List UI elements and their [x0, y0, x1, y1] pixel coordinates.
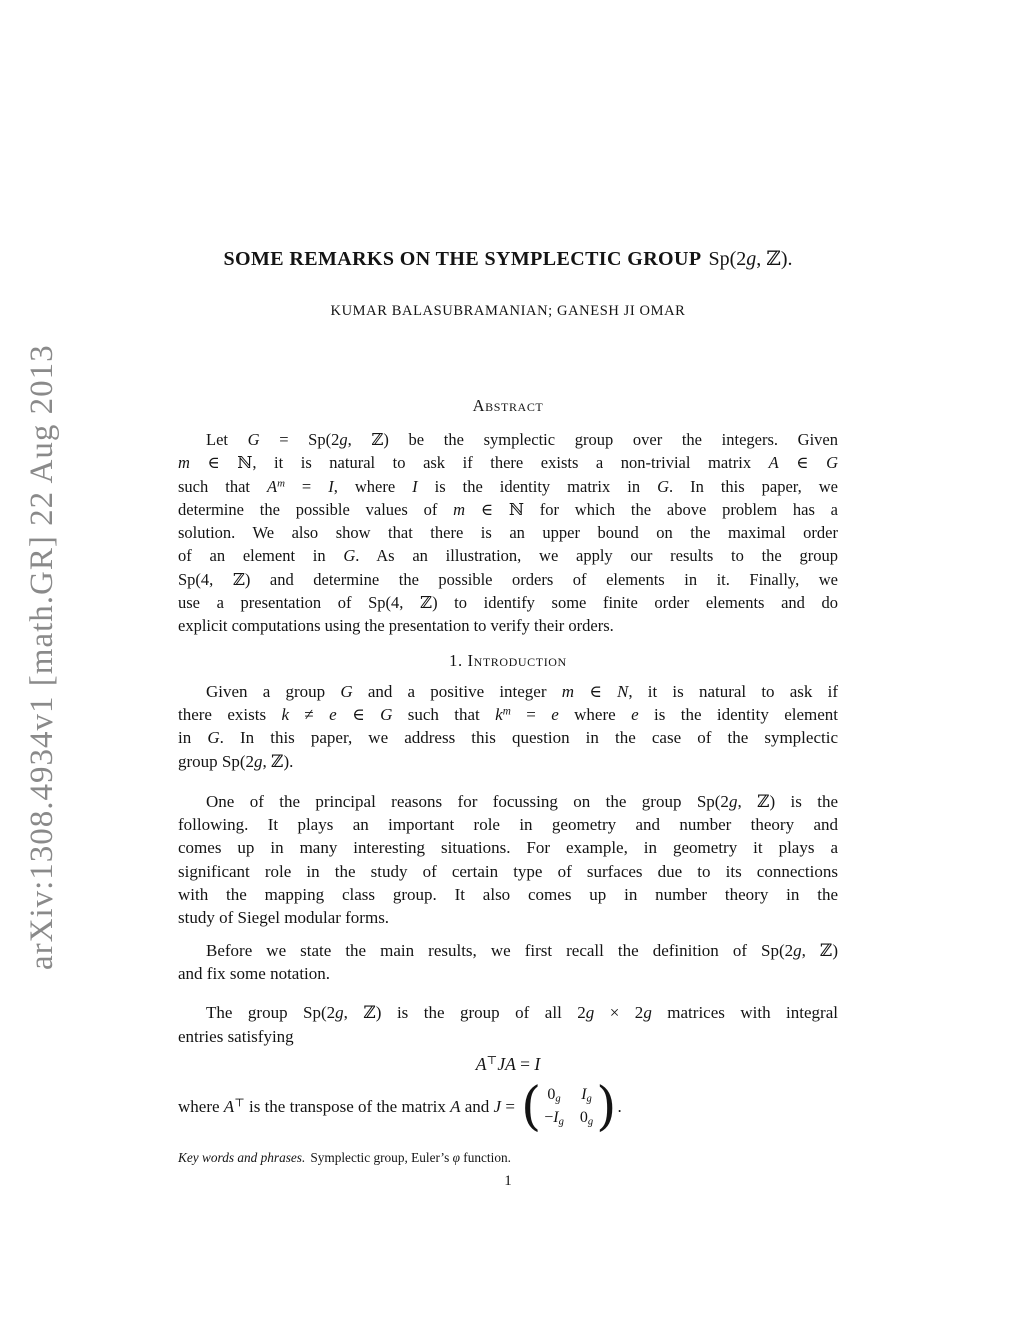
text-line: Sp(4, ℤ) and determine the possible orders of elements in it. Finally, we	[178, 569, 838, 589]
text-line: The group Sp(2g, ℤ) is the group of all 2g × 2g matrices with integral	[206, 1003, 838, 1023]
paragraph-intro-1	[178, 680, 838, 773]
text-line: m ∈ ℕ, it is natural to ask if there exists a non-trivial matrix A ∈ G	[178, 453, 839, 473]
text-line: group Sp(2g, ℤ).	[178, 751, 294, 771]
text-line: One of the principal reasons for focussing on the group Sp(2g, ℤ) is the	[206, 791, 838, 811]
matrix-grid	[544, 1084, 593, 1129]
text-line: comes up in many interesting situations. For example, in geometry it plays a	[178, 838, 838, 858]
where-clause	[178, 1078, 838, 1136]
matrix-paren-left: (	[520, 1076, 542, 1137]
text-line: such that $A^m = I$, where I is the identity matrix in G. In this paper, we	[178, 476, 838, 496]
where-clause-period: .	[617, 1096, 622, 1116]
text-line: determine the possible values of m ∈ ℕ for which the above problem has a	[178, 499, 838, 519]
paragraph-intro-4	[178, 1001, 838, 1048]
matrix-paren-right: )	[596, 1076, 617, 1137]
matrix-cell: $0_g$	[547, 1086, 561, 1105]
equation-symplectic-condition: A⊤JA = I	[475, 1053, 541, 1074]
text-line: use a presentation of Sp(4, ℤ) to identify some finite order elements and do	[178, 593, 838, 613]
text-line: solution. We also show that there is an upper bound on the maximal order	[178, 523, 838, 543]
keywords-text: Symplectic group, Euler’s φ function.	[310, 1149, 511, 1165]
paper-title-text: SOME REMARKS ON THE SYMPLECTIC GROUP	[223, 248, 702, 270]
matrix-j	[520, 1076, 617, 1137]
paragraph-intro-2	[178, 790, 838, 930]
page-number: 1	[504, 1172, 512, 1189]
text-line: Before we state the main results, we first recall the definition of Sp(2g, ℤ)	[206, 940, 838, 960]
text-line: Let G = Sp(2g, ℤ) be the symplectic group over the integers. Given	[206, 430, 838, 449]
text-line: there exists k ≠ e ∈ G such that $k^m = e$ where e is the identity element	[178, 704, 839, 724]
text-line: following. It plays an important role in geometry and number theory and	[178, 815, 838, 835]
text-line: Given a group G and a positive integer m ∈ N, it is natural to ask if	[206, 681, 838, 701]
keywords-line	[178, 1149, 838, 1166]
matrix-cell: $I_g$	[581, 1086, 592, 1105]
abstract-body	[178, 428, 838, 638]
paper-title-math: Sp(2g, ℤ).	[708, 248, 793, 270]
text-line: study of Siegel modular forms.	[178, 908, 390, 928]
matrix-cell: $0_g$	[579, 1109, 594, 1128]
authors-line: KUMAR BALASUBRAMANIAN; GANESH JI OMAR	[330, 303, 686, 319]
paragraph-intro-3	[178, 939, 838, 986]
text-line: entries satisfying	[178, 1026, 294, 1046]
keywords-label: Key words and phrases.	[178, 1149, 306, 1165]
text-line: of an element in G. As an illustration, we apply our results to the group	[178, 546, 838, 566]
arxiv-watermark: arXiv:1308.4934v1 [math.GR] 22 Aug 2013	[24, 344, 60, 970]
matrix-cell: $-I_g$	[544, 1109, 564, 1128]
text-line: significant role in the study of certain type of surfaces due to its connections	[178, 861, 838, 881]
paper-content	[178, 0, 838, 1190]
text-line: with the mapping class group. It also comes up in number theory in the	[178, 885, 838, 905]
text-line: explicit computations using the presentation to verify their orders.	[178, 616, 614, 636]
text-line: in G. In this paper, we address this question in the case of the symplectic	[178, 728, 838, 748]
section-heading-introduction: 1. Introduction	[449, 650, 567, 670]
abstract-heading: Abstract	[472, 396, 544, 415]
where-clause-text: where A⊤ is the transpose of the matrix A and J =	[178, 1096, 515, 1116]
paper-title	[178, 246, 838, 272]
text-line: and fix some notation.	[178, 963, 331, 983]
